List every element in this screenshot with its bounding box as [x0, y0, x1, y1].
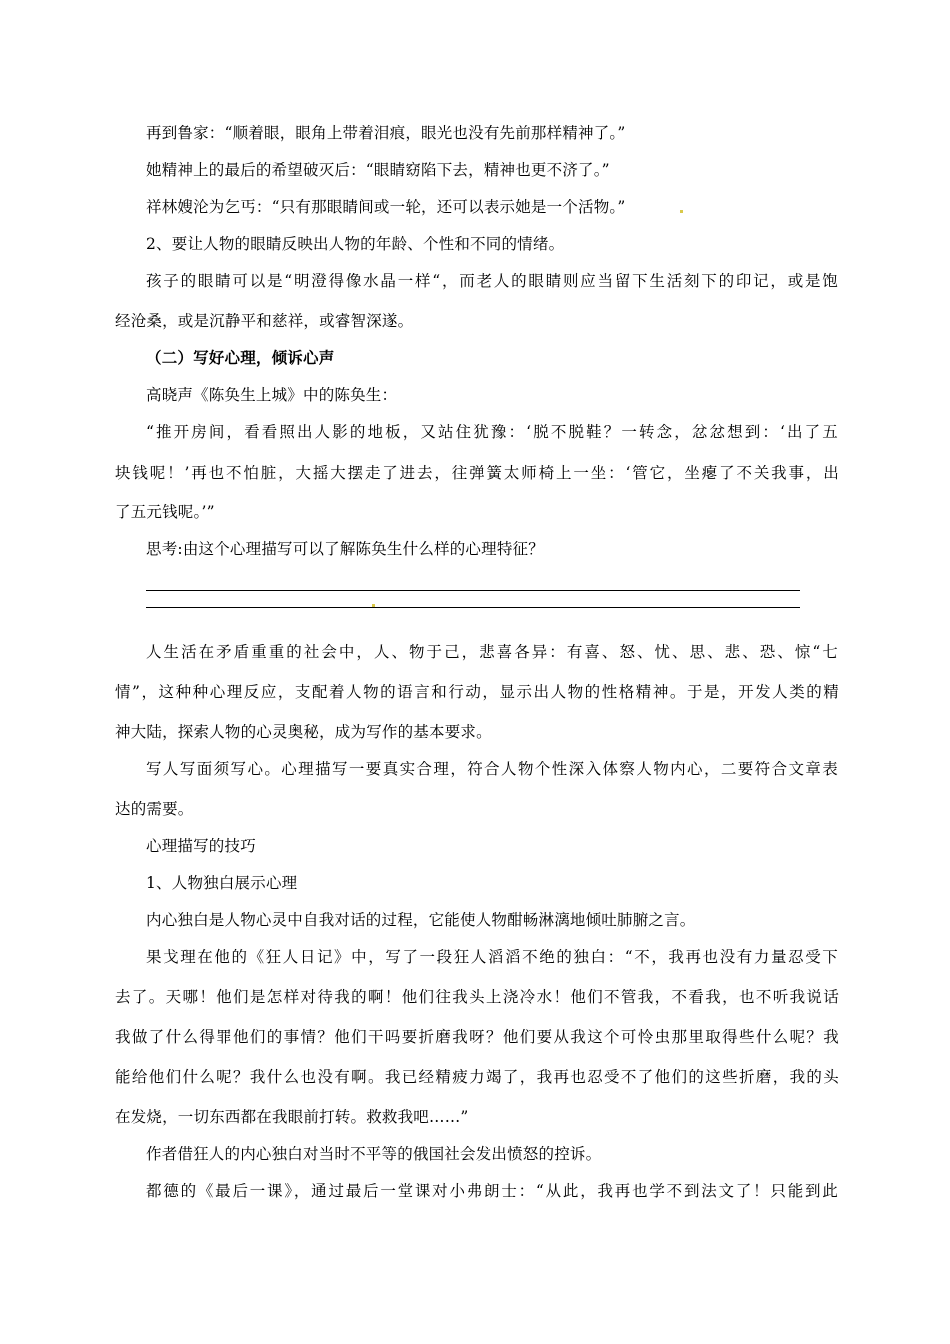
speck-mark	[680, 210, 683, 213]
text-line-hope-broken: 她精神上的最后的希望破灭后：“眼睛窈陷下去，精神也更不济了。”	[146, 161, 610, 179]
question-line: 思考:由这个心理描写可以了解陈奂生什么样的心理特征？	[146, 540, 544, 558]
text-line-techniques-heading: 心理描写的技巧	[146, 837, 256, 855]
text-line-gao-xiaosheng: 高晓声《陈奂生上城》中的陈奂生：	[146, 386, 398, 404]
text-line-technique-2: 2、要让人物的眼睛反映出人物的年龄、个性和不同的情绪。	[146, 235, 565, 253]
text-line-write-heart: 写人写面须写心。心理描写一要真实合理，符合人物个性深入体察人物内心，二要符合文章表	[146, 760, 838, 778]
text-line-monologue-def: 内心独白是人物心灵中自我对话的过程，它能使人物酣畅淋漓地倾吐肺腑之言。	[146, 911, 696, 929]
answer-rule-2	[146, 607, 800, 608]
text-line-seven-emotions: 人生活在矛盾重重的社会中，人、物于己，悲喜各异：有喜、怒、忧、思、悲、恐、惊“七	[146, 643, 838, 661]
text-line-gogol-4: 能给他们什么呢？我什么也没有啊。我已经精疲力竭了，我再也忍受不了他们的这些折磨，我的头	[115, 1068, 839, 1086]
text-line-lu-home: 再到鲁家：“顺着眼，眼角上带着泪痕，眼光也没有先前那样精神了。”	[146, 124, 626, 142]
text-line-gogol-5: 在发烧，一切东西都在我眼前打转。救救我吧……”	[115, 1108, 469, 1126]
text-line-technique-monologue: 1、人物独白展示心理	[146, 874, 298, 892]
quote-line-1: “推开房间，看看照出人影的地板，又站住犹豫：‘脱不脱鞋？一转念，忿忿想到：‘出了五	[146, 423, 838, 441]
text-line-gogol-3: 我做了什么得罪他们的事情？他们干吗要折磨我呀？他们要从我这个可怜虫那里取得些什么呢？我	[115, 1028, 839, 1046]
quote-line-3: 了五元钱呢。’”	[115, 503, 215, 521]
text-line-spirit-continent: 神大陆，探索人物的心灵奥秘，成为写作的基本要求。	[115, 723, 492, 741]
text-line-gogol-2: 去了。天哪！他们是怎样对待我的啊！他们往我头上浇冷水！他们不管我，不看我，也不听我说话	[115, 988, 839, 1006]
text-line-child-eyes: 孩子的眼睛可以是“明澄得像水晶一样“，而老人的眼睛则应当留下生活刻下的印记，或是饱	[146, 272, 838, 290]
text-line-child-eyes-cont: 经沧桑，或是沉静平和慈祥，或睿智深遂。	[115, 312, 414, 330]
answer-rule-1	[146, 590, 800, 591]
text-line-seven-emotions-cont: 情”，这种种心理反应，支配着人物的语言和行动，显示出人物的性格精神。于是，开发人类的精	[115, 683, 839, 701]
text-line-last-lesson: 都德的《最后一课》，通过最后一堂课对小弗朗士：“从此，我再也学不到法文了！只能到此	[146, 1182, 838, 1200]
text-line-beggar: 祥林嫂沦为乞丐：“只有那眼睛间或一轮，还可以表示她是一个活物。”	[146, 198, 626, 216]
text-line-gogol-1: 果戈理在他的《狂人日记》中，写了一段狂人滔滔不绝的独白：“不，我再也没有力量忍受下	[146, 948, 838, 966]
section-heading-psychology: （二）写好心理，倾诉心声	[146, 348, 335, 367]
text-line-write-heart-cont: 达的需要。	[115, 800, 194, 818]
speck-mark	[372, 604, 375, 607]
text-line-author-protest: 作者借狂人的内心独白对当时不平等的俄国社会发出愤怒的控诉。	[146, 1145, 602, 1163]
quote-line-2: 块钱呢！’再也不怕脏，大摇大摆走了进去，往弹簧太师椅上一坐：‘管它，坐瘪了不关我事，出	[115, 464, 839, 482]
